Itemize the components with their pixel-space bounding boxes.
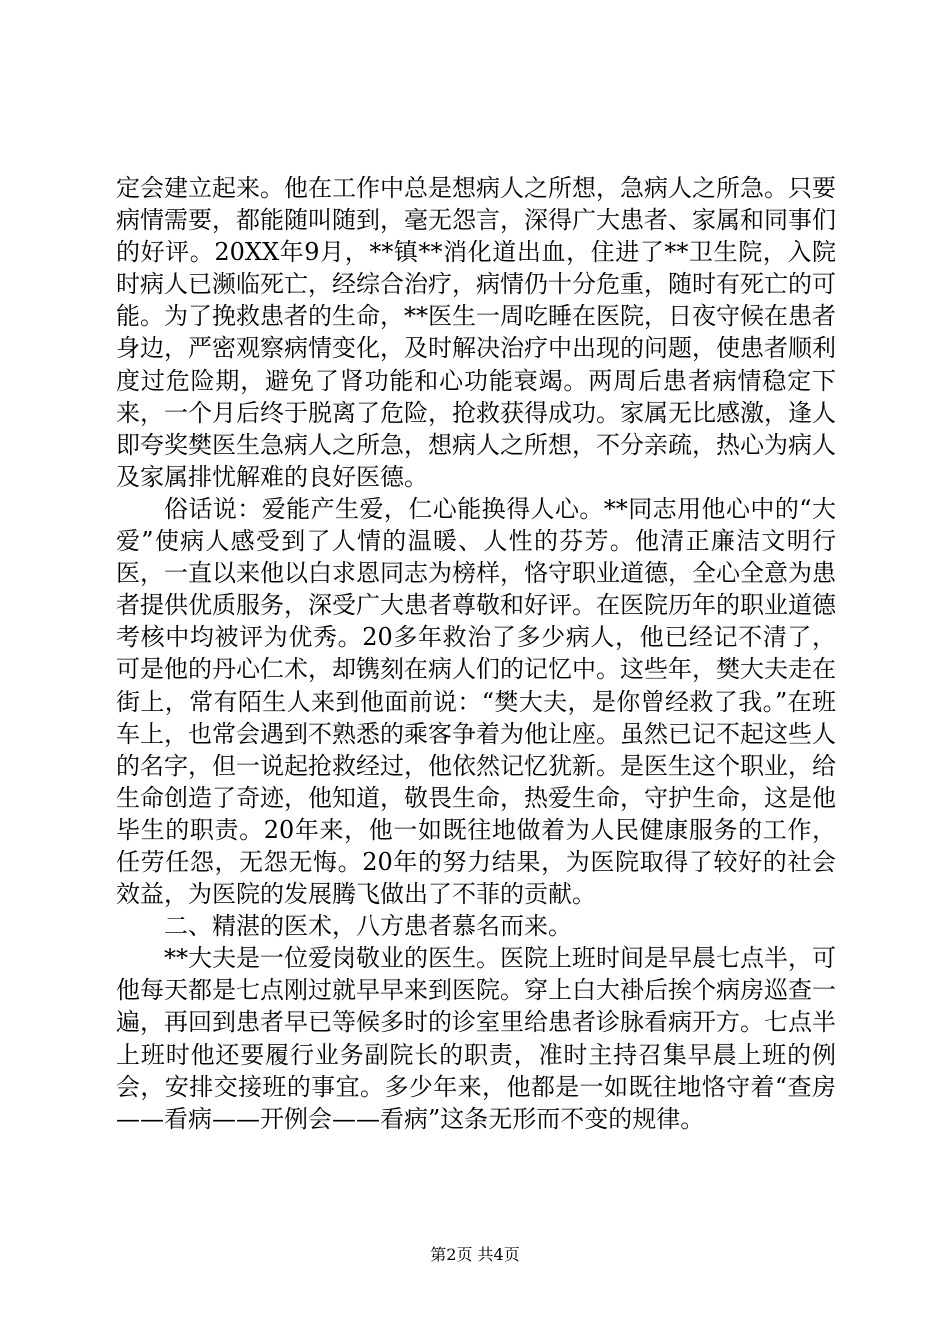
section-heading: 二、精湛的医术，八方患者慕名而来。 [164, 912, 572, 941]
paragraph-dedication: **大夫是一位爱岗敬业的医生。医院上班时间是早晨七点半，可他每天都是七点刚过就早早来到医院。穿上白大褂后挨个病房巡查一遍，再回到患者早已等候多时的诊室里给患者诊脉看病开方。七点半上班时他还要履行业务副院长的职责，准时主持召集早晨上班的例会，安排交接班的事宜。多少年来，他都是一如既往地恪守着“查房——看病——开例会——看病”这条无形而不变的规律。 [116, 944, 836, 1133]
document-body [116, 172, 836, 1135]
paragraph-continuation: 定会建立起来。他在工作中总是想病人之所想，急病人之所急。只要病情需要，都能随叫随到，毫无怨言，深得广大患者、家属和同事们的好评。20XX年9月，**镇**消化道出血，住进了**卫生院，入院时病人已濒临死亡，经综合治疗，病情仍十分危重，随时有死亡的可能。为了挽救患者的生命，**医生一周吃睡在医院，日夜守候在患者身边，严密观察病情变化，及时解决治疗中出现的问题，使患者顺利度过危险期，避免了肾功能和心功能衰竭。两周后患者病情稳定下来，一个月后终于脱离了危险，抢救获得成功。家属无比感激，逢人即夸奖樊医生急病人之所急，想病人之所想，不分亲疏，热心为病人及家属排忧解难的良好医德。 [116, 174, 836, 491]
page-number-footer: 第2页 共4页 [430, 1245, 520, 1264]
paragraph-proverb: 俗话说：爱能产生爱，仁心能换得人心。**同志用他心中的“大爱”使病人感受到了人情的温暖、人性的芬芳。他清正廉洁文明行医，一直以来他以白求恩同志为榜样，恪守职业道德，全心全意为患者提供优质服务，深受广大患者尊敬和好评。在医院历年的职业道德考核中均被评为优秀。20多年救治了多少病人，他已经记不清了，可是他的丹心仁术，却镌刻在病人们的记忆中。这些年，樊大夫走在街上，常有陌生人来到他面前说：“樊大夫，是你曾经救了我。”在班车上，也常会遇到不熟悉的乘客争着为他让座。虽然已记不起这些人的名字，但一说起抢救经过，他依然记忆犹新。是医生这个职业，给生命创造了奇迹，他知道，敬畏生命，热爱生命，守护生命，这是他毕生的职责。20年来，他一如既往地做着为人民健康服务的工作，任劳任怨，无怨无悔。20年的努力结果，为医院取得了较好的社会效益，为医院的发展腾飞做出了不菲的贡献。 [116, 494, 836, 909]
